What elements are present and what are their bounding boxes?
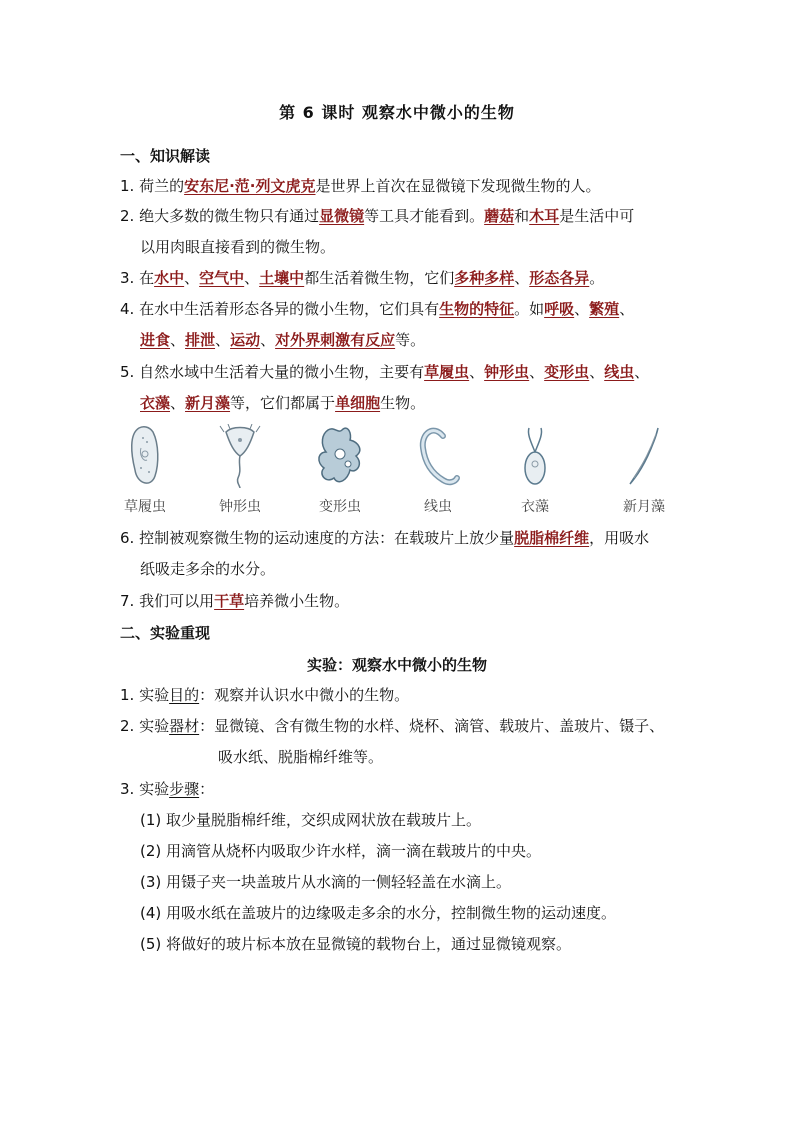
item-2	[120, 206, 680, 226]
step-number: (4)	[140, 904, 162, 922]
figure-closterium	[604, 424, 684, 516]
caption: 新月藻	[623, 499, 665, 515]
answer: 运动	[230, 331, 261, 349]
step-1	[140, 810, 700, 830]
caption: 衣藻	[521, 499, 549, 515]
item-number: 3.	[120, 269, 135, 287]
step-number: (2)	[140, 842, 162, 860]
text: 和	[514, 207, 530, 225]
text: 都生活着微生物，它们	[304, 269, 455, 287]
answer: 木耳	[529, 207, 560, 225]
answer: 繁殖	[589, 300, 620, 318]
item-number: 6.	[120, 529, 135, 547]
item-number: 1.	[120, 177, 135, 195]
underlined-term: 器材	[169, 717, 200, 735]
microorganism-figures	[120, 424, 680, 520]
text: 是世界上首次在显微镜下发现微生物的人。	[315, 177, 601, 195]
step-text: 用吸水纸在盖玻片的边缘吸走多余的水分，控制微生物的运动速度。	[166, 904, 617, 922]
answer: 形态各异	[529, 269, 590, 287]
figure-chlamydomonas	[495, 424, 575, 516]
text: 。如	[514, 300, 545, 318]
answer: 水中	[154, 269, 185, 287]
caption: 草履虫	[124, 499, 166, 515]
item-number: 2.	[120, 207, 135, 225]
caption: 变形虫	[319, 499, 361, 515]
answer: 蘑菇	[484, 207, 515, 225]
item-5-cont	[140, 393, 700, 413]
step-number: (1)	[140, 811, 162, 829]
text: 生物。	[380, 394, 426, 412]
amoeba-illustration	[312, 424, 368, 490]
answer: 变形虫	[544, 363, 590, 381]
answer: 呼吸	[544, 300, 575, 318]
item-4-cont	[140, 330, 700, 350]
answer: 衣藻	[140, 394, 171, 412]
answer: 安东尼·范·列文虎克	[184, 177, 316, 195]
text: ：观察并认识水中微小的生物。	[199, 686, 410, 704]
text: 实验	[139, 686, 170, 704]
text: 在水中生活着形态各异的微小生物，它们具有	[139, 300, 440, 318]
item-1	[120, 176, 680, 196]
closterium-illustration	[624, 424, 664, 490]
step-text: 用滴管从烧杯内吸取少许水样，滴一滴在载玻片的中央。	[166, 842, 542, 860]
text: ，用吸水	[589, 529, 650, 547]
text: 、	[244, 269, 260, 287]
text: 实验	[139, 780, 170, 798]
figure-paramecium	[105, 424, 185, 516]
text: 培养微小生物。	[244, 592, 350, 610]
text: 、	[215, 331, 231, 349]
text: 在	[139, 269, 155, 287]
figure-vorticella	[200, 424, 280, 516]
text: 、	[170, 331, 186, 349]
text: ：显微镜、含有微生物的水样、烧杯、滴管、载玻片、盖玻片、镊子、	[199, 717, 665, 735]
item-3	[120, 268, 680, 288]
text: 、	[260, 331, 276, 349]
text: 控制被观察微生物的运动速度的方法：在载玻片上放少量	[139, 529, 515, 547]
item-6	[120, 528, 680, 548]
answer: 土壤中	[259, 269, 305, 287]
item-number: 5.	[120, 363, 135, 381]
figure-amoeba	[300, 424, 380, 516]
answer: 对外界刺激有反应	[275, 331, 396, 349]
step-2	[140, 841, 700, 861]
underlined-term: 步骤	[169, 780, 200, 798]
paramecium-illustration	[125, 424, 165, 490]
step-3	[140, 872, 700, 892]
text: 实验	[139, 717, 170, 735]
text: 、	[634, 363, 650, 381]
text: 绝大多数的微生物只有通过	[139, 207, 320, 225]
text: 等。	[395, 331, 426, 349]
text: 是生活中可	[559, 207, 635, 225]
section-heading-experiment: 二、实验重现	[120, 624, 211, 642]
figure-nematode	[398, 424, 478, 516]
caption: 线虫	[424, 499, 452, 515]
text: ：	[199, 780, 215, 798]
step-number: (3)	[140, 873, 162, 891]
text: 我们可以用	[139, 592, 215, 610]
step-text: 用镊子夹一块盖玻片从水滴的一侧轻轻盖在水滴上。	[166, 873, 512, 891]
item-number: 2.	[120, 717, 135, 735]
exp-item-1	[120, 685, 680, 705]
text: 、	[170, 394, 186, 412]
chlamydomonas-illustration	[515, 424, 555, 490]
text: 、	[574, 300, 590, 318]
answer: 新月藻	[185, 394, 231, 412]
step-5	[140, 934, 700, 954]
answer: 多种多样	[454, 269, 515, 287]
text: 、	[469, 363, 485, 381]
item-number: 3.	[120, 780, 135, 798]
answer: 脱脂棉纤维	[514, 529, 590, 547]
text: 、	[589, 363, 605, 381]
step-text: 取少量脱脂棉纤维，交织成网状放在载玻片上。	[166, 811, 482, 829]
answer: 草履虫	[424, 363, 470, 381]
text: 、	[184, 269, 200, 287]
item-5	[120, 362, 680, 382]
text: 。	[589, 269, 605, 287]
step-number: (5)	[140, 935, 162, 953]
section-heading-knowledge: 一、知识解读	[120, 147, 211, 165]
text: 荷兰的	[139, 177, 185, 195]
item-4	[120, 299, 680, 319]
text: 等工具才能看到。	[364, 207, 485, 225]
nematode-illustration	[413, 424, 463, 490]
experiment-title: 实验：观察水中微小的生物	[306, 656, 487, 674]
item-number: 1.	[120, 686, 135, 704]
item-number: 4.	[120, 300, 135, 318]
answer: 线虫	[604, 363, 635, 381]
text: 、	[529, 363, 545, 381]
item-6-cont: 纸吸走多余的水分。	[140, 560, 276, 578]
step-4	[140, 903, 700, 923]
answer: 进食	[140, 331, 171, 349]
page-title: 第 6 课时 观察水中微小的生物	[279, 103, 515, 122]
text: 等，它们都属于	[230, 394, 336, 412]
exp-item-2	[120, 716, 680, 736]
step-text: 将做好的玻片标本放在显微镜的载物台上，通过显微镜观察。	[166, 935, 572, 953]
text: 、	[619, 300, 635, 318]
item-number: 7.	[120, 592, 135, 610]
item-2-cont: 以用肉眼直接看到的微生物。	[140, 238, 336, 256]
underlined-term: 目的	[169, 686, 200, 704]
answer: 空气中	[199, 269, 245, 287]
exp-item-3	[120, 779, 680, 799]
answer: 排泄	[185, 331, 216, 349]
text: 自然水域中生活着大量的微小生物，主要有	[139, 363, 425, 381]
vorticella-illustration	[216, 424, 264, 490]
answer: 显微镜	[319, 207, 365, 225]
item-7	[120, 591, 680, 611]
caption: 钟形虫	[219, 499, 261, 515]
answer: 生物的特征	[439, 300, 515, 318]
answer: 干草	[214, 592, 245, 610]
text: 、	[514, 269, 530, 287]
exp-item-2-cont: 吸水纸、脱脂棉纤维等。	[218, 748, 384, 766]
answer: 单细胞	[335, 394, 381, 412]
answer: 钟形虫	[484, 363, 530, 381]
